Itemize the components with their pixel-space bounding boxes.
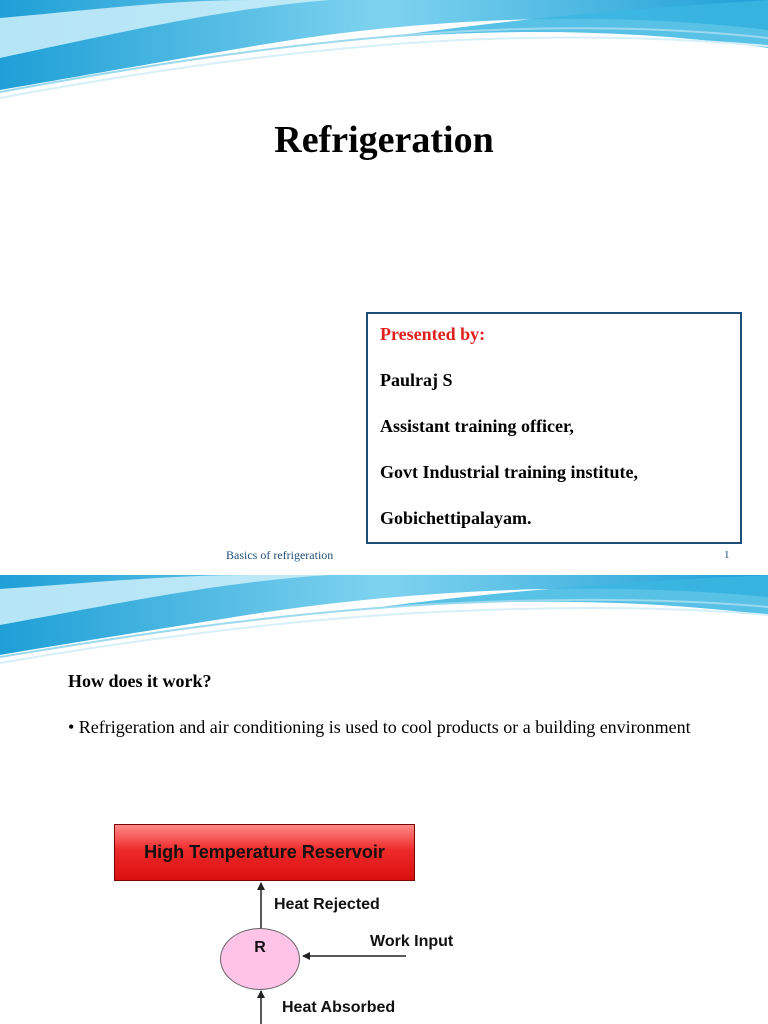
heat-rejected-label: Heat Rejected (274, 896, 380, 913)
presenter-box (366, 312, 742, 544)
presenter-name: Paulraj S (380, 370, 453, 390)
heat-absorbed-label: Heat Absorbed (282, 999, 396, 1016)
header-wave-decoration (0, 0, 768, 110)
bullet-point: • Refrigeration and air conditioning is used to cool products or a building environment (68, 717, 691, 737)
presented-by-label: Presented by: (380, 324, 486, 344)
refrigerator-node: R (220, 928, 300, 990)
presenter-place: Gobichettipalayam. (380, 508, 532, 528)
work-input-label: Work Input (370, 933, 454, 950)
page-number: 1 (724, 549, 730, 561)
refrigeration-diagram (0, 575, 768, 1024)
presenter-role: Assistant training officer, (380, 416, 574, 436)
slide-title: Refrigeration (274, 119, 494, 161)
presenter-institute: Govt Industrial training institute, (380, 462, 639, 482)
slide-2 (0, 575, 768, 1024)
high-temperature-reservoir: High Temperature Reservoir (114, 824, 415, 881)
section-heading: How does it work? (68, 671, 212, 691)
footer-text: Basics of refrigeration (226, 548, 334, 562)
